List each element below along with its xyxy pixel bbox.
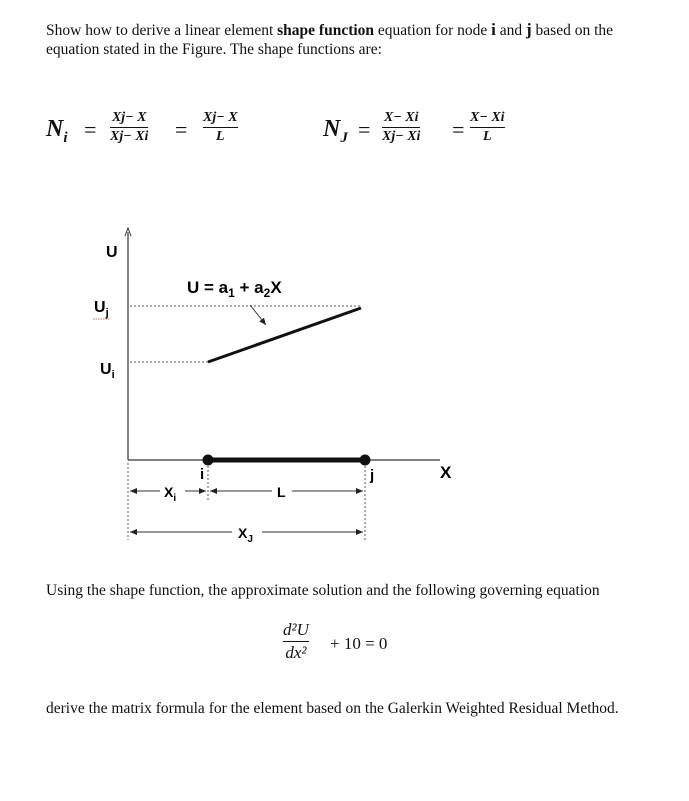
nj-frac1-numerator: X− Xi <box>383 110 419 125</box>
intro-node-i: i <box>491 20 496 39</box>
intro-text-4: based on the equation stated in the Figure. The shape functions are: <box>46 22 614 58</box>
ni-frac1-denominator: Xj− Xi <box>110 129 149 144</box>
governing-fraction-bar <box>283 641 309 642</box>
intro-bold-shape-function: shape function <box>277 22 375 39</box>
intro-text-1: Show how to derive a linear element <box>46 22 278 39</box>
approx-equation-label: $U = a_1 + a_2X$ <box>187 278 282 300</box>
nj-frac1-denominator: Xj− Xi <box>382 129 421 144</box>
ni-equals-2: = <box>175 117 188 142</box>
ni-lhs: $N_i$ <box>46 116 68 146</box>
x-axis-label: X <box>440 463 452 482</box>
governing-fraction <box>283 620 309 663</box>
nj-equals: = <box>358 117 371 142</box>
final-instruction-text: derive the matrix formula for the element based on the Galerkin Weighted Residual Method. <box>46 700 619 717</box>
ni-frac2-denominator: L <box>216 129 225 144</box>
ni-frac1-numerator: Xj− X <box>111 110 147 125</box>
nj-equals-2: = <box>452 117 465 142</box>
ui-label: $U_i$ <box>100 361 115 381</box>
ni-equals: = <box>84 117 97 142</box>
l-dim-label: L <box>277 484 286 500</box>
governing-rhs: + 10 = 0 <box>330 634 388 653</box>
node-j-marker <box>360 455 371 466</box>
equation-pointer-arrow <box>250 305 266 325</box>
governing-intro-text: Using the shape function, the approximate solution and the following governing equation <box>46 582 600 599</box>
node-i-label: i <box>200 466 205 483</box>
uj-label: $U_j$ <box>94 299 109 319</box>
linear-function-line <box>208 308 361 362</box>
intro-text-3: and <box>495 22 526 39</box>
nj-frac2-numerator: X− Xi <box>470 110 505 125</box>
node-i-marker <box>203 455 214 466</box>
intro-text-2: equation for node <box>374 22 492 39</box>
xi-dim-label: $X_i$ <box>164 484 177 504</box>
node-j-label: j <box>370 467 375 484</box>
xj-dim-label: $X_J$ <box>238 525 253 545</box>
u-axis-label: U <box>106 244 118 261</box>
intro-node-j: j <box>526 20 532 39</box>
nj-frac2-denominator: L <box>483 129 492 144</box>
ni-frac2-numerator: Xj− X <box>203 110 238 125</box>
governing-denominator: dx² <box>285 643 307 662</box>
nj-lhs: $N_J$ <box>323 116 348 146</box>
governing-numerator: d²U <box>283 620 309 639</box>
